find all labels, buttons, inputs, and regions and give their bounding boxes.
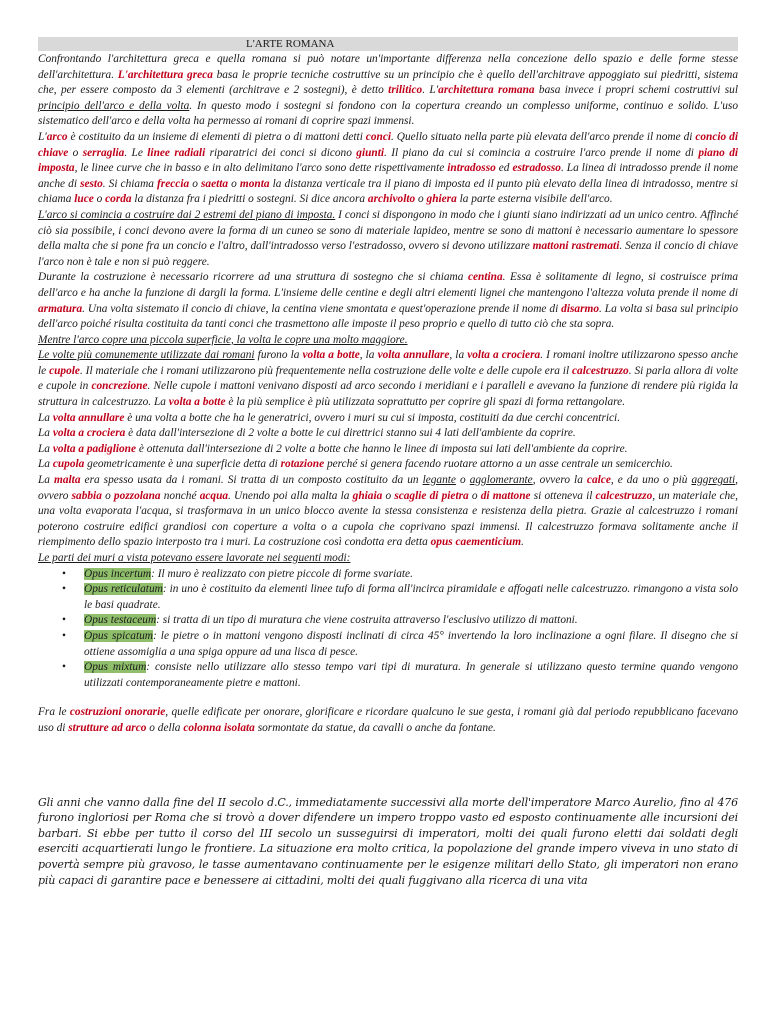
- key-term: malta: [54, 474, 81, 487]
- list-item: [84, 567, 738, 583]
- text-run: . Le: [124, 146, 148, 159]
- text-run: , le linee curve che in basso e in alto delimitano l'arco sono dette rispettivamente: [74, 162, 448, 175]
- text-run: , e da uno o più: [610, 474, 692, 487]
- key-term: architettura greca: [127, 68, 213, 81]
- text-run: . Quello situato nella parte più elevata dell'arco prende il nome di: [391, 130, 696, 143]
- key-term: L': [117, 68, 128, 81]
- highlighted-term: Opus reticulatum: [84, 583, 163, 596]
- key-term: arco: [46, 130, 68, 143]
- text-run: : si tratta di un tipo di muratura che viene costruita attraverso l'esclusivo utilizzo di mattoni.: [156, 614, 578, 627]
- text-run: L': [38, 130, 47, 143]
- text-run: sormontate da statue, da cavalli o anche da fontane.: [254, 721, 496, 734]
- paragraph: [38, 52, 738, 130]
- key-term: estradosso: [512, 162, 561, 175]
- text-run: la distanza fra i piedritti o sostegni. Si dice ancora: [131, 193, 368, 206]
- wall-modes-list: [38, 567, 738, 692]
- text-run: . Il materiale che i romani utilizzarono più frequentemente nella costruzione delle volte e delle cupole era il: [79, 364, 572, 377]
- text-run: . I romani inoltre utilizzarono spesso anche le: [38, 349, 738, 377]
- text-run: . Si parla allora di volte e cupole in: [38, 364, 738, 393]
- text-run: . Senza il concio di chiave l'arco non è tale e non si può reggere.: [38, 240, 738, 268]
- text-run: o: [228, 177, 240, 190]
- document-title: L'ARTE ROMANA: [38, 37, 738, 51]
- text-run: . Si chiama: [102, 177, 158, 190]
- underlined-text: L'arco si comincia a costruire dai 2 estremi del piano di imposta.: [38, 208, 336, 221]
- text-run: o: [189, 177, 201, 190]
- document-page: [38, 37, 738, 888]
- key-term: conci: [365, 130, 391, 143]
- key-term: ghiaia: [352, 489, 383, 502]
- highlighted-term: Opus testaceum: [84, 614, 157, 627]
- text-run: basa le proprie tecniche costruttive su un principio che è quello dell'architrave appoggiato sui piedritti, sistema che, per essere composto da 3 elementi (architrave e 2 sostegni), è detto: [38, 68, 738, 97]
- text-run: o della: [146, 721, 184, 734]
- key-term: architettura romana: [438, 84, 535, 97]
- key-term: volta a botte: [168, 396, 226, 409]
- key-term: centina: [467, 271, 503, 284]
- text-run: ed: [495, 162, 513, 175]
- text-run: : Il muro è realizzato con pietre piccole di forme svariate.: [151, 567, 413, 580]
- closing-paragraph: [38, 705, 738, 736]
- text-run: , ovvero la: [532, 474, 587, 487]
- paragraph: [38, 333, 738, 349]
- key-term: strutture ad arco: [68, 721, 147, 734]
- text-run: . La linea di intradosso prende il nome anche di: [38, 162, 738, 190]
- text-run: . In questo modo i sostegni si fondono con la copertura creando un complesso uniforme, continuo e solido. L'uso sistematico dell'arco e della volta ha permesso ai romani di coprire spazi immensi.: [38, 99, 738, 128]
- text-run: geometricamente è una superficie detta di: [84, 458, 281, 471]
- key-term: di mattone: [480, 489, 531, 502]
- text-run: era spesso usata da i romani. Si tratta di un composto costituito da un: [80, 474, 423, 487]
- key-term: calce: [586, 474, 611, 487]
- key-term: sesto: [80, 177, 103, 190]
- key-term: giunti: [356, 146, 385, 159]
- key-term: opus caementicium: [430, 536, 522, 549]
- text-run: .: [521, 536, 524, 549]
- text-run: . L': [422, 84, 439, 97]
- key-term: saetta: [200, 177, 229, 190]
- text-run: o: [415, 193, 427, 206]
- list-item: [84, 582, 738, 613]
- paragraph: [38, 411, 738, 427]
- key-term: freccia: [157, 177, 190, 190]
- text-run: o: [101, 489, 114, 502]
- text-run: Fra le: [38, 706, 70, 719]
- key-term: monta: [239, 177, 270, 190]
- text-run: , la: [449, 349, 468, 362]
- key-term: piano di imposta: [38, 146, 739, 175]
- text-run: . Il piano da cui si comincia a costruire l'arco prende il nome di: [384, 146, 699, 159]
- history-paragraph: Gli anni che vanno dalla fine del II secolo d.C., immediatamente successivi alla morte dell'imperatore Marco Aurelio, fino al 476 furono ingloriosi per Roma che si trovò a dover difendere un impero troppo vasto ed esposto continuamente alle incursioni dei barbari. Si ebbe per tutto il corso del III secolo un susseguirsi di imperatori, molti dei quali furono eletti dai soldati degli eserciti acquartierati lungo le frontiere. La situazione era molto critica, la popolazione del grande impero viveva in uno stato di povertà sempre più gravoso, le tasse aumentavano continuamente per le esigenze militari dello Stato, gli imperatori non erano più capaci di garantire pace e benessere ai cittadini, molti dei quali fuggivano alla ricerca di una vita: [38, 795, 738, 887]
- text-run: . La volta si basa sul principio dell'arco poiché risulta costituita da tanti conci che trasmettono alle imposte il peso proprio e quello di tutto ciò che sta sopra.: [38, 302, 738, 331]
- text-run: . Una volta sistemato il concio di chiave, la centina viene smontata e quest'operazione prende il nome di: [82, 302, 562, 315]
- key-term: linee radiali: [147, 146, 206, 159]
- underlined-text: aggregati: [691, 474, 736, 487]
- paragraph: [38, 348, 738, 410]
- text-run: . Unendo poi alla malta la: [228, 489, 353, 502]
- text-run: riparatrici dei conci si dicono: [205, 146, 357, 159]
- text-run: La: [38, 474, 55, 487]
- key-term: luce: [74, 193, 94, 206]
- text-run: , ovvero: [38, 474, 738, 502]
- paragraph: [38, 442, 738, 458]
- text-run: o: [455, 474, 470, 487]
- key-term: mattoni rastremati: [532, 240, 620, 253]
- key-term: volta annullare: [377, 349, 450, 362]
- text-run: : consiste nello utilizzare allo stesso tempo vari tipi di muratura. In generale si utilizzano questo termine quando vengono utilizzati contemporaneamente pietre e mattoni.: [84, 661, 738, 689]
- text-run: è una volta a botte che ha le generatrici, ovvero i muri su cui si imposta, costituiti da due cerchi concentrici.: [124, 411, 621, 424]
- highlighted-term: Opus incertum: [84, 567, 152, 580]
- text-run: , quelle edificate per onorare, glorificare e ricordare qualcuno le sue gesta, i romani già dal periodo repubblicano facevano uso di: [38, 706, 739, 734]
- key-term: ghiera: [426, 193, 457, 206]
- underlined-text: principio dell'arco e della volta: [38, 99, 190, 112]
- text-run: La: [38, 411, 53, 424]
- list-item: [84, 660, 738, 691]
- paragraph: [38, 457, 738, 473]
- key-term: colonna isolata: [183, 721, 255, 734]
- text-run: si otteneva il: [530, 489, 596, 502]
- list-item: [84, 613, 738, 629]
- key-term: volta a crociera: [52, 427, 126, 440]
- text-run: Confrontando l'architettura greca e quella romana si può notare un'importante differenza nella concezione dello spazio e delle forme stesse dell'architettura.: [38, 53, 738, 81]
- underlined-text: agglomerante: [469, 474, 533, 487]
- paragraph: [38, 473, 738, 551]
- text-run: la distanza verticale tra il piano di imposta ed il punto più elevato della linea di intradosso, mentre si chiama: [38, 177, 739, 206]
- key-term: sabbia: [71, 489, 102, 502]
- text-run: Durante la costruzione è necessario ricorrere ad una struttura di sostegno che si chiama: [38, 271, 468, 284]
- text-run: o: [468, 489, 481, 502]
- text-run: o: [382, 489, 395, 502]
- text-run: nonché: [160, 489, 200, 502]
- text-run: è costituito da un insieme di elementi di pietra o di mattoni detti: [67, 130, 366, 143]
- highlighted-term: Opus mixtum: [84, 661, 147, 674]
- key-term: archivolto: [367, 193, 416, 206]
- text-run: è data dall'intersezione di 2 volte a botte le cui direttrici stanno sui 4 lati dell'ambiente da coprire.: [125, 427, 576, 440]
- text-run: la parte esterna visibile dell'arco.: [456, 193, 613, 206]
- paragraph: [38, 270, 738, 332]
- paragraph: [38, 208, 738, 270]
- key-term: corda: [105, 193, 132, 206]
- key-term: volta a crociera: [467, 349, 541, 362]
- key-term: cupole: [49, 364, 80, 377]
- text-run: , la: [359, 349, 378, 362]
- key-term: costruzioni onorarie: [69, 706, 166, 719]
- key-term: serraglia: [82, 146, 125, 159]
- key-term: cupola: [52, 458, 85, 471]
- key-term: volta a botte: [302, 349, 360, 362]
- text-run: La: [38, 458, 53, 471]
- text-run: basa invece i propri schemi costruttivi sul: [534, 84, 738, 97]
- text-run: La: [38, 427, 53, 440]
- text-run: La: [38, 442, 53, 455]
- key-term: disarmo: [561, 302, 599, 315]
- key-term: volta annullare: [52, 411, 125, 424]
- key-term: scaglie di pietra: [394, 489, 469, 502]
- key-term: intradosso: [447, 162, 496, 175]
- key-term: armatura: [38, 302, 83, 315]
- underlined-text: Mentre l'arco copre una piccola superficie, la volta le copre una molto maggiore.: [38, 333, 408, 346]
- body-text: [38, 52, 738, 567]
- key-term: concio di chiave: [38, 130, 738, 159]
- key-term: calcestruzzo: [595, 489, 653, 502]
- underlined-text: Le parti dei muri a vista potevano essere lavorate nei seguenti modi:: [38, 552, 351, 564]
- text-run: è la più semplice è più utilizzata soprattutto per coprire gli spazi di forma rettangolare.: [225, 396, 626, 409]
- key-term: rotazione: [280, 458, 325, 471]
- text-run: . Essa è solitamente di legno, si costruisce prima dell'arco e ha anche la funzione di dargli la forma. L'insieme delle centine e degli altri elementi lignei che mantengono l'altezza voluta prende il nome di: [38, 271, 738, 299]
- underlined-text: legante: [422, 474, 456, 487]
- paragraph: [38, 130, 738, 208]
- key-term: acqua: [199, 489, 229, 502]
- text-run: , un materiale che, una volta evaporata l'acqua, si trasformava in un unico blocco avente la stessa consistenza e resistenza della pietra. Grazie al calcestruzzo i romani poterono costruire edifici grandiosi con coperture a volta o a cupola che coprivano spazi immensi. Il calcestruzzo formava solitamente anche il riempimento dello spazio interposto tra i muri. La costruzione così condotta era detta: [38, 489, 739, 549]
- key-term: trilitico: [388, 84, 423, 97]
- list-item: [84, 629, 738, 660]
- key-term: concrezione: [91, 380, 148, 393]
- text-run: : in uno è costituito da elementi linee tufo di forma all'incirca piramidale e affogati nelle calcestruzzo. rimangono a vista solo le basi quadrate.: [84, 583, 738, 611]
- text-run: o: [93, 193, 106, 206]
- text-run: o: [68, 146, 83, 159]
- text-run: furono la: [254, 349, 303, 362]
- text-run: I conci si dispongono in modo che i giunti siano indirizzati ad un unico centro. Affinché ciò sia possibile, i conci devono avere la forma di un cuneo se sono di materiale lapideo, mentre se sono di mattoni è necessario aumentare lo spessore della malta che si pone fra un concio e l'altro, dall'intradosso verso l'estradosso, ovvero si devono utilizzare: [38, 208, 738, 253]
- key-term: volta a padiglione: [52, 442, 137, 455]
- key-term: pozzolana: [113, 489, 161, 502]
- text-run: . Nelle cupole i mattoni venivano disposti ad arco secondo i meridiani e i paralleli e avevano la funzione di rendere più rigida la struttura in calcestruzzo. La: [38, 380, 738, 409]
- paragraph: [38, 551, 738, 567]
- text-run: perché si genera facendo ruotare attorno a un asse centrale un semicerchio.: [324, 458, 673, 471]
- text-run: : le pietre o in mattoni vengono disposti inclinati di circa 45° invertendo la loro inclinazione a ogni filare. Il disegno che si ottiene assomiglia a una spiga oppure ad una lisca di pesce.: [84, 629, 738, 658]
- key-term: calcestruzzo: [572, 364, 629, 377]
- paragraph: [38, 426, 738, 442]
- text-run: è ottenuta dall'intersezione di 2 volte a botte che hanno le linee di imposta sui lati dell'ambiente da coprire.: [136, 442, 628, 455]
- highlighted-term: Opus spicatum: [84, 629, 153, 642]
- underlined-text: Le volte più comunemente utilizzate dai romani: [38, 349, 255, 362]
